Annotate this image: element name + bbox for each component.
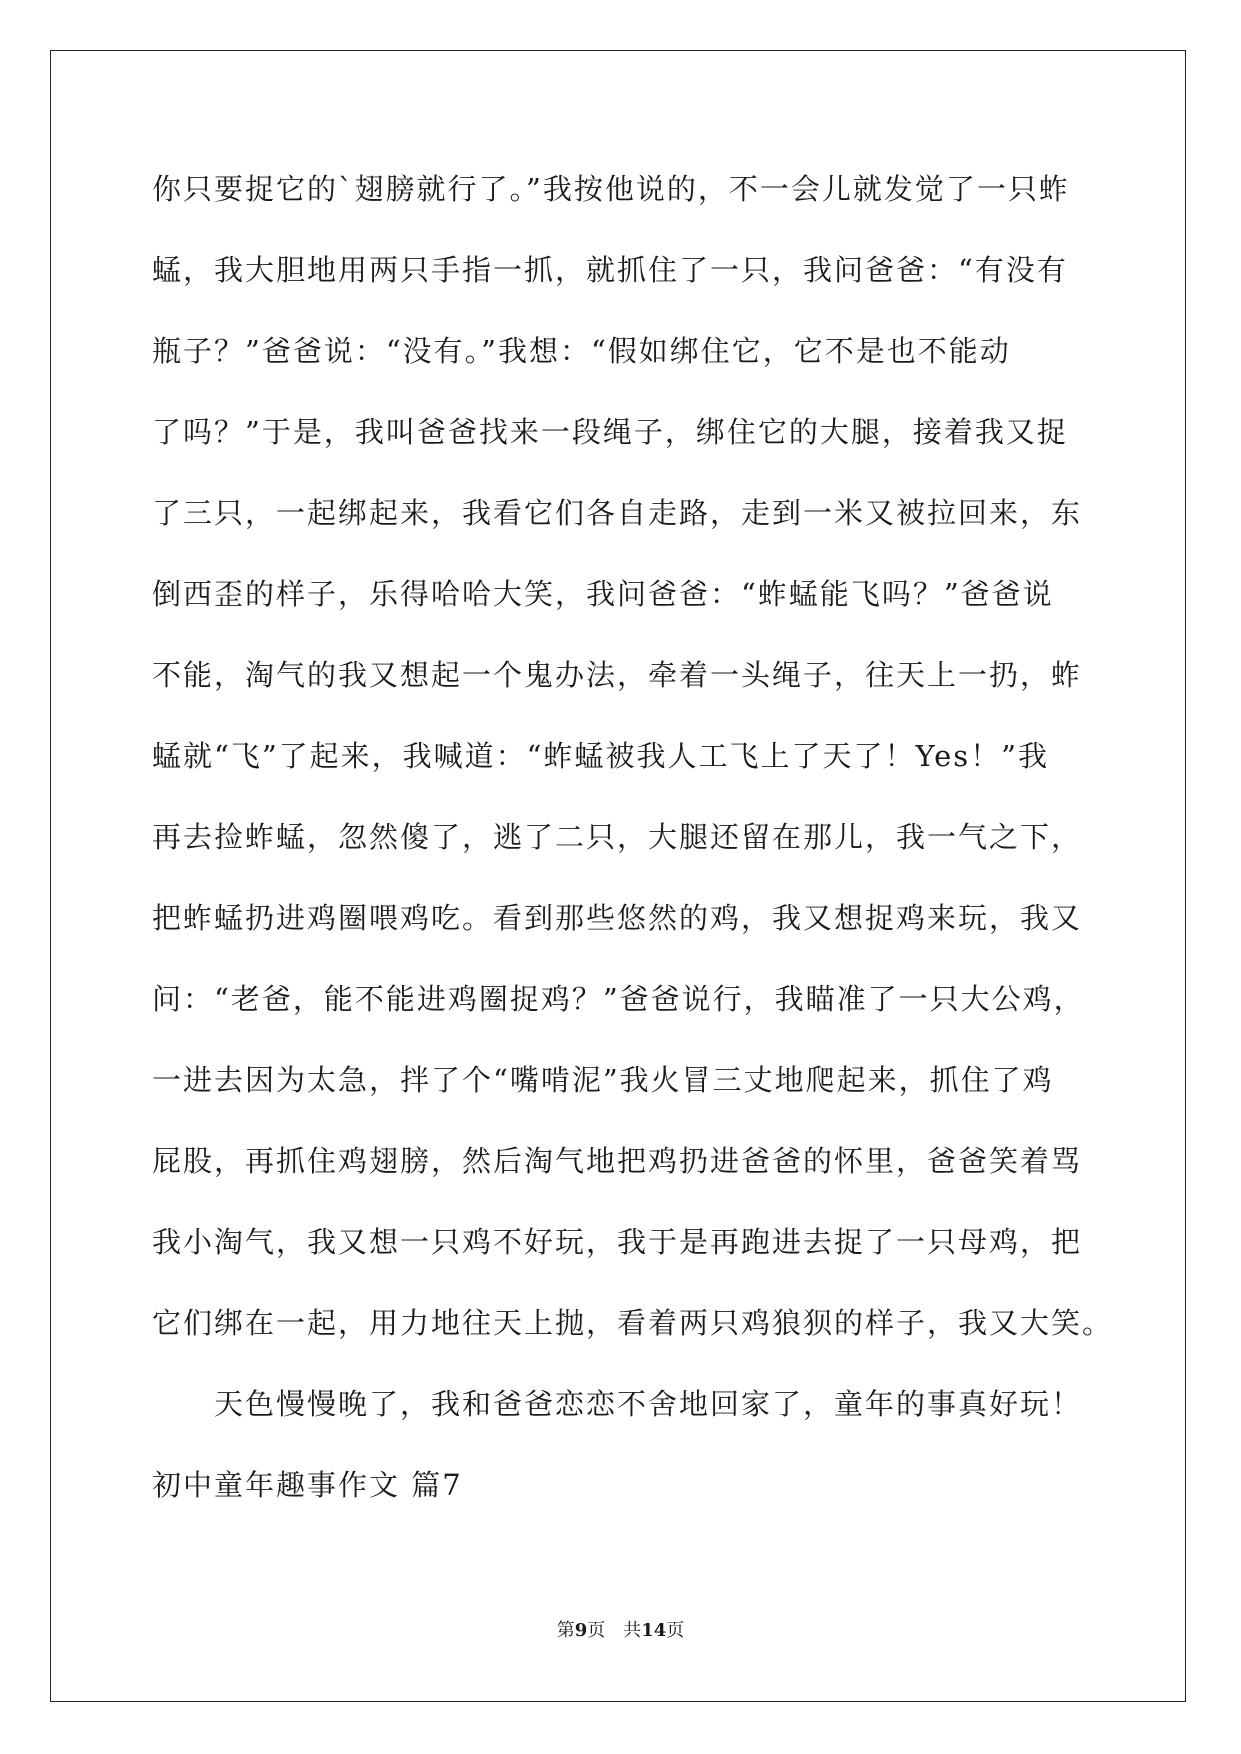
text-line: 瓶子？”爸爸说：“没有。”我想：“假如绑住它，它不是也不能动 [152,334,1011,368]
text-line: 我小淘气，我又想一只鸡不好玩，我于是再跑进去捉了一只母鸡，把 [152,1225,1083,1259]
text-line: 了吗？”于是，我叫爸爸找来一段绳子，绑住它的大腿，接着我又捉 [152,415,1068,449]
text-line: 再去捡蚱蜢，忽然傻了，逃了二只，大腿还留在那儿，我一气之下， [152,820,1083,854]
total-suffix: 页 [666,1620,685,1641]
section-heading: 初中童年趣事作文 篇7 [152,1468,463,1502]
total-pages: 14 [641,1620,667,1641]
text-line: 不能，淘气的我又想起一个鬼办法，牵着一头绳子，往天上一扔，蚱 [152,658,1083,692]
page-footer [0,1616,1241,1642]
text-line: 一进去因为太急，拌了个“嘴啃泥”我火冒三丈地爬起来，抓住了鸡 [152,1063,1054,1097]
text-line: 它们绑在一起，用力地往天上抛，看着两只鸡狼狈的样子，我又大笑。 [152,1306,1114,1340]
text-line: 问：“老爸，能不能进鸡圈捉鸡？”爸爸说行，我瞄准了一只大公鸡， [152,982,1085,1016]
text-line: 倒西歪的样子，乐得哈哈大笑，我问爸爸：“蚱蜢能飞吗？”爸爸说 [152,577,1054,611]
text-line: 屁股，再抓住鸡翅膀，然后淘气地把鸡扔进爸爸的怀里，爸爸笑着骂 [152,1144,1083,1178]
document-body [152,160,1114,1516]
page-number: 9 [574,1620,588,1641]
text-line: 蜢就“飞”了起来，我喊道：“蚱蜢被我人工飞上了天了！Yes！”我 [152,739,1049,773]
text-line: 了三只，一起绑起来，我看它们各自走路，走到一米又被拉回来，东 [152,496,1083,530]
text-line: 你只要捉它的`翅膀就行了。”我按他说的，不一会儿就发觉了一只蚱 [152,172,1070,206]
page-suffix: 页 [587,1620,606,1641]
page-prefix: 第 [556,1620,575,1641]
total-prefix: 共 [623,1620,642,1641]
closing-paragraph: 天色慢慢晚了，我和爸爸恋恋不舍地回家了，童年的事真好玩！ [214,1387,1083,1421]
text-line: 蜢，我大胆地用两只手指一抓，就抓住了一只，我问爸爸：“有没有 [152,253,1068,287]
text-line: 把蚱蜢扔进鸡圈喂鸡吃。看到那些悠然的鸡，我又想捉鸡来玩，我又 [152,901,1083,935]
